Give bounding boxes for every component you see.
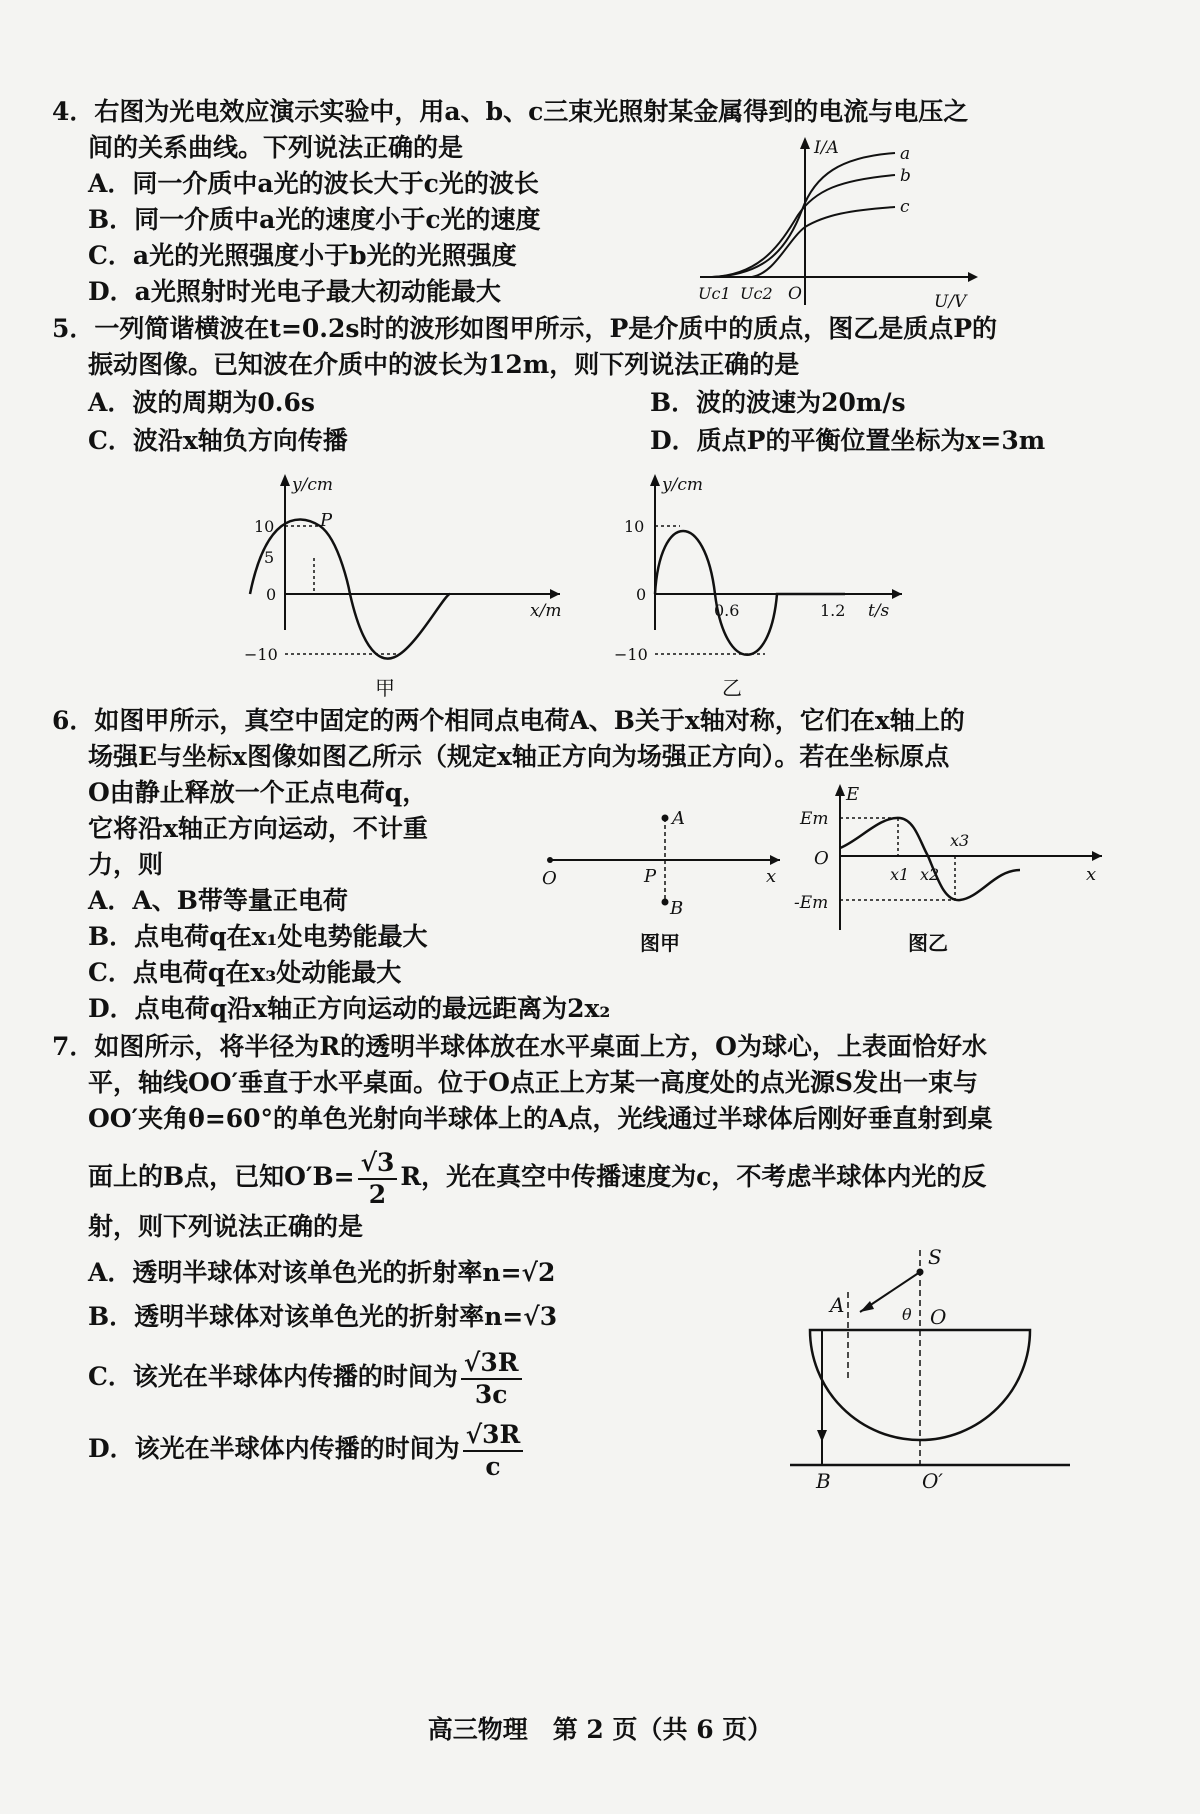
q5-yi-tick-0: 0 [636,585,647,604]
q7-stem-line4 [88,1146,986,1210]
q7-option-b [88,1300,557,1334]
q5-option-d: D．质点P的平衡位置坐标为x=3m [650,426,1046,455]
q6-field-figure-yi [790,780,1110,960]
q5-yi-tick-neg10: −10 [614,645,648,664]
q7-option-a [88,1256,555,1290]
q4-option-b: B．同一介质中a光的速度小于c光的速度 [88,205,541,234]
q4-y-axis-label: I/A [814,138,839,158]
q5-yi-caption: 乙 [722,676,742,700]
q6-jia-origin-label: O [542,868,557,889]
q7-option-c-den: 3c [474,1379,508,1409]
q7-ob-fraction-den: 2 [368,1179,387,1209]
q5-wave-figure-jia [240,470,570,700]
q5-yi-tick-12: 1.2 [820,601,846,620]
q7-stem-line3: OO′夹角θ=60°的单色光射向半球体上的A点，光线通过半球体后刚好垂直射到桌 [88,1104,993,1133]
q7-option-d-fraction [463,1420,524,1482]
q7-point-a-label: A [830,1293,845,1317]
q7-source-s-label: S [928,1245,942,1269]
q5-jia-x-label: x/m [530,601,562,621]
q6-stem-line3: O由静止释放一个正点电荷q， [88,778,428,807]
q7-point-oprime-label: O′ [922,1469,943,1490]
q5-jia-point-p: P [320,510,333,531]
q6-yi-origin-label: O [814,848,829,869]
q7-stem-line2: 平，轴线OO′垂直于水平桌面。位于O点正上方某一高度处的点光源S发出一束与 [88,1068,978,1097]
q5-yi-tick-06: 0.6 [714,601,740,620]
q6-yi-e-label: E [846,784,860,805]
q6-yi-neg-em-label: -Em [794,893,829,913]
q7-option-d-text: D．该光在半球体内传播的时间为 [88,1434,460,1463]
q6-option-d: D．点电荷q沿x轴正方向运动的最远距离为2x₂ [88,994,611,1023]
q7-ob-fraction-num: √3 [358,1148,398,1180]
q7-option-d [88,1418,526,1482]
q6-jia-caption: 图甲 [640,931,680,955]
q5-stem-line1: 5．一列简谐横波在t=0.2s时的波形如图甲所示，P是介质中的质点，图乙是质点P的 [52,314,998,343]
q6-stem-line1: 6．如图甲所示，真空中固定的两个相同点电荷A、B关于x轴对称，它们在x轴上的 [52,706,965,735]
q4-option-a: A．同一介质中a光的波长大于c光的波长 [88,169,539,198]
q6-stem-line5: 力，则 [88,850,164,879]
q6-charge-a-label: A [672,808,685,829]
q6-yi-em-label: Em [800,809,829,829]
q5-jia-caption: 甲 [375,676,395,700]
q5-jia-tick-neg10: −10 [244,645,278,664]
q5-option-b: B．波的波速为20m/s [650,388,906,417]
q6-yi-field-curve [840,818,1020,900]
q5-jia-y-label: y/cm [292,475,333,495]
q7-option-d-num: √3R [463,1420,524,1452]
q6-charge-b-label: B [670,898,684,919]
q4-curve-a [712,153,895,277]
q6-yi-x3-label: x3 [950,831,970,850]
q7-option-a-value: √2 [521,1258,556,1287]
q6-option-c: C．点电荷q在x₃处动能最大 [88,958,402,987]
q7-point-b-label: B [816,1469,831,1490]
q6-option-b: B．点电荷q在x₁处电势能最大 [88,922,428,951]
q5-yi-y-label: y/cm [662,475,703,495]
q7-theta-label: θ [902,1305,912,1324]
q4-uc1-label: Uc1 [698,284,731,303]
q4-curve-c-label: c [900,197,910,217]
q7-ob-fraction [358,1148,398,1210]
q5-option-a: A．波的周期为0.6s [88,388,315,417]
q4-option-d: D．a光照射时光电子最大初动能最大 [88,277,501,306]
q4-uc2-label: Uc2 [740,284,773,303]
q7-option-c-fraction [461,1348,522,1410]
q6-jia-x-label: x [766,866,777,887]
q7-option-c-text: C．该光在半球体内传播的时间为 [88,1362,458,1391]
q6-yi-x1-label: x1 [890,865,910,884]
q7-option-a-text: A．透明半球体对该单色光的折射率n= [88,1258,522,1287]
q7-line4-part2: R，光在真空中传播速度为c，不考虑半球体内光的反 [400,1162,987,1191]
q7-option-c-num: √3R [461,1348,522,1380]
q5-yi-tick-10: 10 [624,517,645,536]
q5-yi-wave [655,531,845,655]
q7-hemisphere-figure [780,1230,1080,1490]
q4-option-c: C．a光的光照强度小于b光的光照强度 [88,241,517,270]
q4-iv-curve-figure [690,135,980,315]
q4-curve-b-label: b [900,166,911,186]
q7-option-b-value: √3 [523,1302,558,1331]
q4-stem-line1: 4．右图为光电效应演示实验中，用a、b、c三束光照射某金属得到的电流与电压之 [52,97,969,126]
q4-stem-line2: 间的关系曲线。下列说法正确的是 [88,133,464,162]
q5-jia-wave [250,519,450,658]
q7-option-c [88,1346,525,1410]
q7-stem-line1: 7．如图所示，将半径为R的透明半球体放在水平桌面上方，O为球心，上表面恰好水 [52,1032,987,1061]
q5-vibration-figure-yi [610,470,910,700]
q6-yi-caption: 图乙 [908,931,948,955]
q5-stem-line2: 振动图像。已知波在介质中的波长为12m，则下列说法正确的是 [88,350,800,379]
q5-jia-tick-10: 10 [254,517,275,536]
q7-line4-part1: 面上的B点，已知O′B= [88,1162,355,1191]
q6-point-p-label: P [644,866,657,887]
q5-jia-tick-5: 5 [264,548,275,567]
q4-curve-a-label: a [900,144,911,164]
q7-center-o-label: O [930,1305,947,1329]
page-footer: 高三物理 第 2 页（共 6 页） [427,1715,773,1744]
q4-curve-c [752,207,895,277]
q6-yi-x2-label: x2 [920,865,940,884]
q7-option-d-den: c [485,1451,501,1481]
q4-origin-label: O [788,284,802,304]
q7-stem-line5: 射，则下列说法正确的是 [88,1212,364,1241]
q6-option-a: A．A、B带等量正电荷 [88,886,348,915]
q6-stem-line2: 场强E与坐标x图像如图乙所示（规定x轴正方向为场强正方向）。若在坐标原点 [88,742,950,771]
q4-curve-b [712,175,895,277]
q6-yi-x-label: x [1086,864,1097,885]
q6-stem-line4: 它将沿x轴正方向运动，不计重 [88,814,428,843]
q6-charges-figure-jia [540,790,790,960]
q4-x-axis-label: U/V [934,292,967,312]
q5-yi-x-label: t/s [868,601,890,621]
q5-option-c: C．波沿x轴负方向传播 [88,426,348,455]
q7-option-b-text: B．透明半球体对该单色光的折射率n= [88,1302,524,1331]
q5-jia-tick-0: 0 [266,585,277,604]
